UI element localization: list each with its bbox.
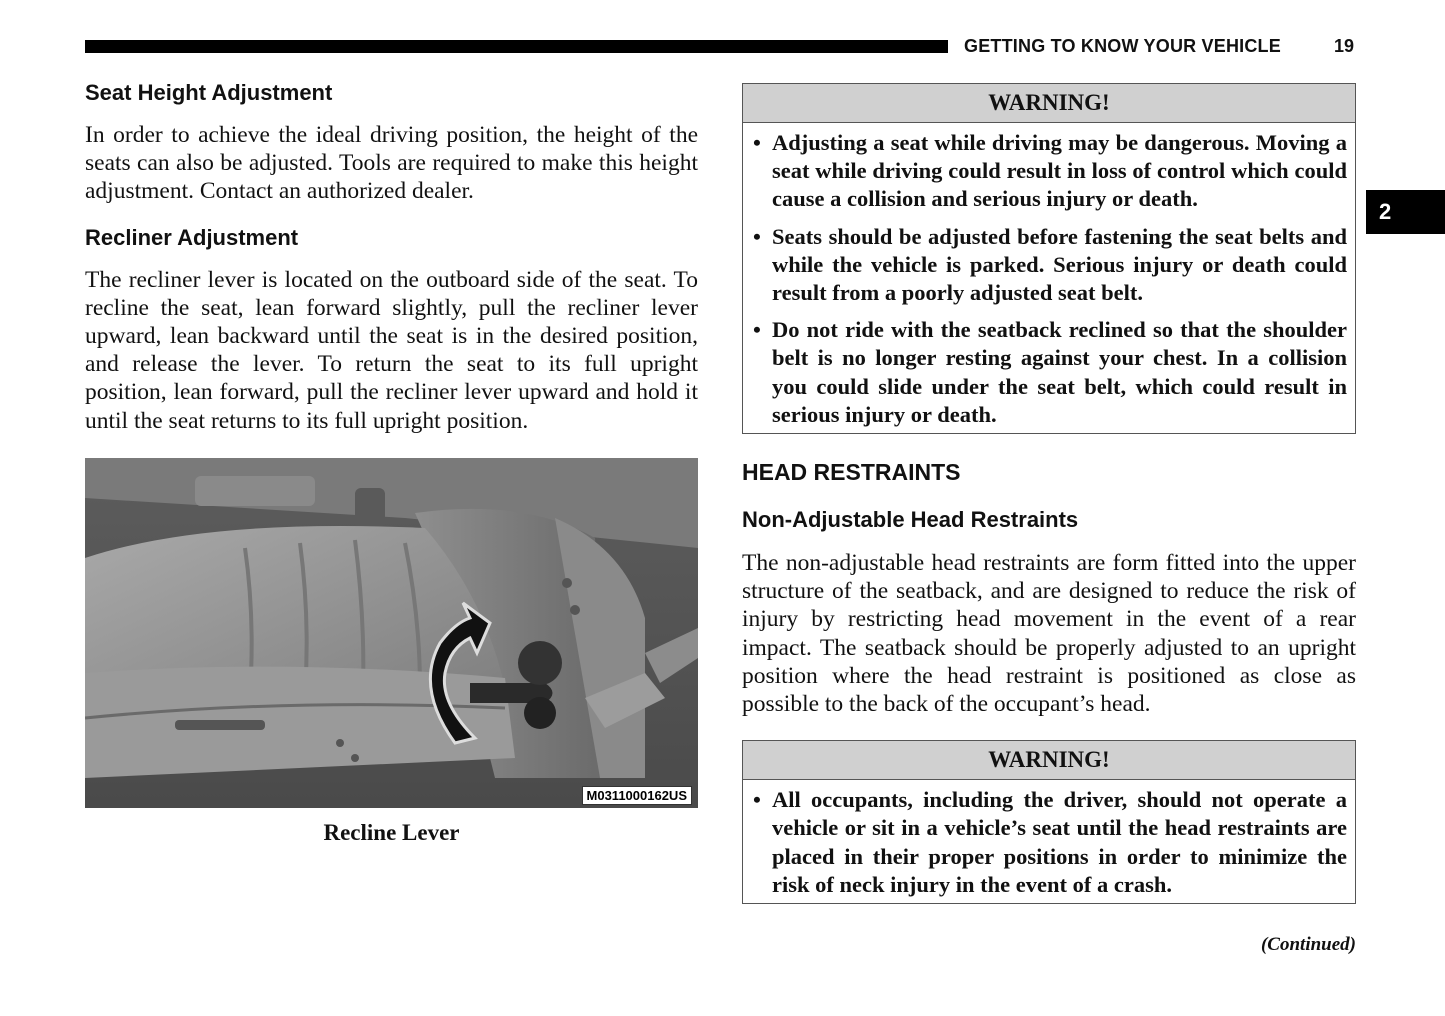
warning-title: WARNING! bbox=[743, 84, 1355, 123]
chapter-tab: 2 bbox=[1366, 190, 1445, 234]
warning-title: WARNING! bbox=[743, 741, 1355, 780]
running-header: GETTING TO KNOW YOUR VEHICLE bbox=[964, 36, 1281, 56]
bullet: • bbox=[753, 317, 761, 343]
bullet: • bbox=[753, 787, 761, 813]
warning-list bbox=[743, 123, 1355, 433]
warning-item-text: Seats should be adjusted before fastening the seat belts and while the vehicle is parked. Serious injury or death could result from a poorly adjusted seat belt. bbox=[772, 223, 1347, 306]
warning-item bbox=[751, 316, 1347, 429]
seat-height-heading: Seat Height Adjustment bbox=[85, 80, 333, 105]
head-restraints-heading: HEAD RESTRAINTS bbox=[742, 459, 961, 486]
left-column bbox=[85, 78, 698, 846]
non-adjustable-heading: Non-Adjustable Head Restraints bbox=[742, 507, 1079, 533]
warning-list bbox=[743, 780, 1355, 903]
warning-item-text: Do not ride with the seatback reclined so that the shoulder belt is no longer resting against your chest. In a collision you could slide under the seat belt, which could result in serious injury or death. bbox=[772, 317, 1347, 427]
warning-box-seat-adjustment bbox=[742, 83, 1356, 434]
header-rule bbox=[85, 40, 948, 53]
right-column bbox=[742, 83, 1356, 904]
warning-box-head-restraints bbox=[742, 740, 1356, 904]
seat-illustration bbox=[85, 458, 698, 808]
bullet: • bbox=[753, 223, 761, 249]
continued-note: (Continued) bbox=[1260, 934, 1356, 955]
figure-code: M0311000162US bbox=[582, 786, 692, 805]
page-number: 19 bbox=[1334, 36, 1355, 56]
warning-item bbox=[751, 223, 1347, 308]
warning-item bbox=[751, 786, 1347, 899]
recline-lever-figure bbox=[85, 458, 698, 808]
bullet: • bbox=[753, 130, 761, 155]
warning-item-text: All occupants, including the driver, should not operate a vehicle or sit in a vehicle’s seat until the head restraints are placed in their proper positions in order to minimize the risk of neck injury in the event of a crash. bbox=[772, 787, 1347, 897]
head-restraints-body: The non-adjustable head restraints are form fitted into the upper structure of the seatback, and are designed to reduce the risk of injury by restricting head movement in the event of a rear impact. The seatback should be properly adjusted to an upright position where the head restraint is positioned as close as possible to the back of the occupant’s head. bbox=[742, 550, 1356, 718]
recliner-heading: Recliner Adjustment bbox=[85, 224, 299, 250]
figure-caption: Recline Lever bbox=[323, 819, 460, 845]
warning-item-text: Adjusting a seat while driving may be dangerous. Moving a seat while driving could result in loss of control which could cause a collision and serious injury or death. bbox=[772, 130, 1347, 212]
warning-item bbox=[751, 129, 1347, 214]
seat-height-body: In order to achieve the ideal driving position, the height of the seats can also be adjusted. Tools are required to make this height adjustment. Contact an authorized dealer. bbox=[85, 122, 698, 205]
recliner-body: The recliner lever is located on the outboard side of the seat. To recline the seat, lean forward slightly, pull the recliner lever upward, lean backward until the seat is in the desired position, and release the lever. To return the seat to its full upright position, lean forward, pull the recliner lever upward and hold it until the seat returns to its full upright position. bbox=[85, 266, 698, 434]
